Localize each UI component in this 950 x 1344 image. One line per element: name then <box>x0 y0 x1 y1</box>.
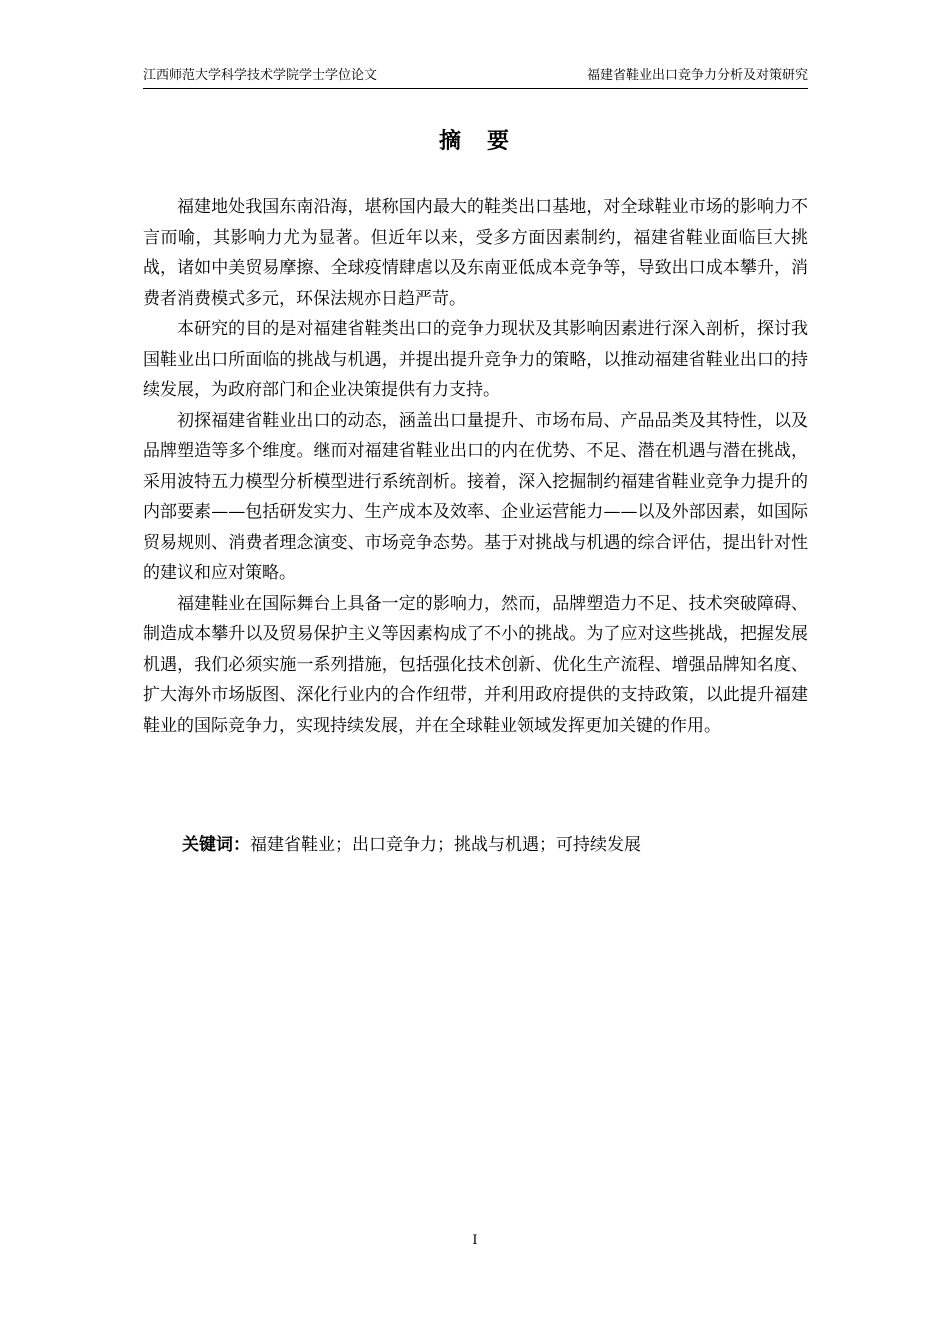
abstract-paragraph-3: 初探福建省鞋业出口的动态，涵盖出口量提升、市场布局、产品品类及其特性，以及品牌塑造等多个维度。继而对福建省鞋业出口的内在优势、不足、潜在机遇与潜在挑战，采用波特五力模型分析模型进行系统剖析。接着，深入挖掘制约福建省鞋业竞争力提升的内部要素——包括研发实力、生产成本及效率、企业运营能力——以及外部因素，如国际贸易规则、消费者理念演变、市场竞争态势。基于对挑战与机遇的综合评估，提出针对性的建议和应对策略。 <box>143 410 808 583</box>
abstract-title-char-2: 要 <box>487 129 512 154</box>
page-number: I <box>472 1233 478 1248</box>
page-header <box>143 66 808 89</box>
abstract-paragraph-4: 福建鞋业在国际舞台上具备一定的影响力，然而，品牌塑造力不足、技术突破障碍、制造成本攀升以及贸易保护主义等因素构成了不小的挑战。为了应对这些挑战，把握发展机遇，我们必须实施一系列措施，包括强化技术创新、优化生产流程、增强品牌知名度、扩大海外市场版图、深化行业内的合作纽带，并利用政府提供的支持政策，以此提升福建鞋业的国际竞争力，实现持续发展，并在全球鞋业领域发挥更加关键的作用。 <box>143 593 808 736</box>
abstract-body <box>143 192 808 741</box>
keywords-value: 福建省鞋业；出口竞争力；挑战与机遇；可持续发展 <box>250 835 641 855</box>
keywords-line <box>182 830 808 860</box>
header-institution: 江西师范大学科学技术学院学士学位论文 <box>143 68 378 83</box>
header-thesis-title: 福建省鞋业出口竞争力分析及对策研究 <box>586 68 808 83</box>
abstract-paragraph-1: 福建地处我国东南沿海，堪称国内最大的鞋类出口基地，对全球鞋业市场的影响力不言而喻，其影响力尤为显著。但近年以来，受多方面因素制约，福建省鞋业面临巨大挑战，诸如中美贸易摩擦、全球疫情肆虐以及东南亚低成本竞争等，导致出口成本攀升，消费者消费模式多元，环保法规亦日趋严苛。 <box>143 197 808 309</box>
abstract-title-char-1: 摘 <box>438 129 463 154</box>
abstract-title <box>0 126 950 158</box>
abstract-paragraph-2: 本研究的目的是对福建省鞋类出口的竞争力现状及其影响因素进行深入剖析，探讨我国鞋业出口所面临的挑战与机遇，并提出提升竞争力的策略，以推动福建省鞋业出口的持续发展，为政府部门和企业决策提供有力支持。 <box>143 319 808 400</box>
keywords-label: 关键词： <box>182 835 250 855</box>
